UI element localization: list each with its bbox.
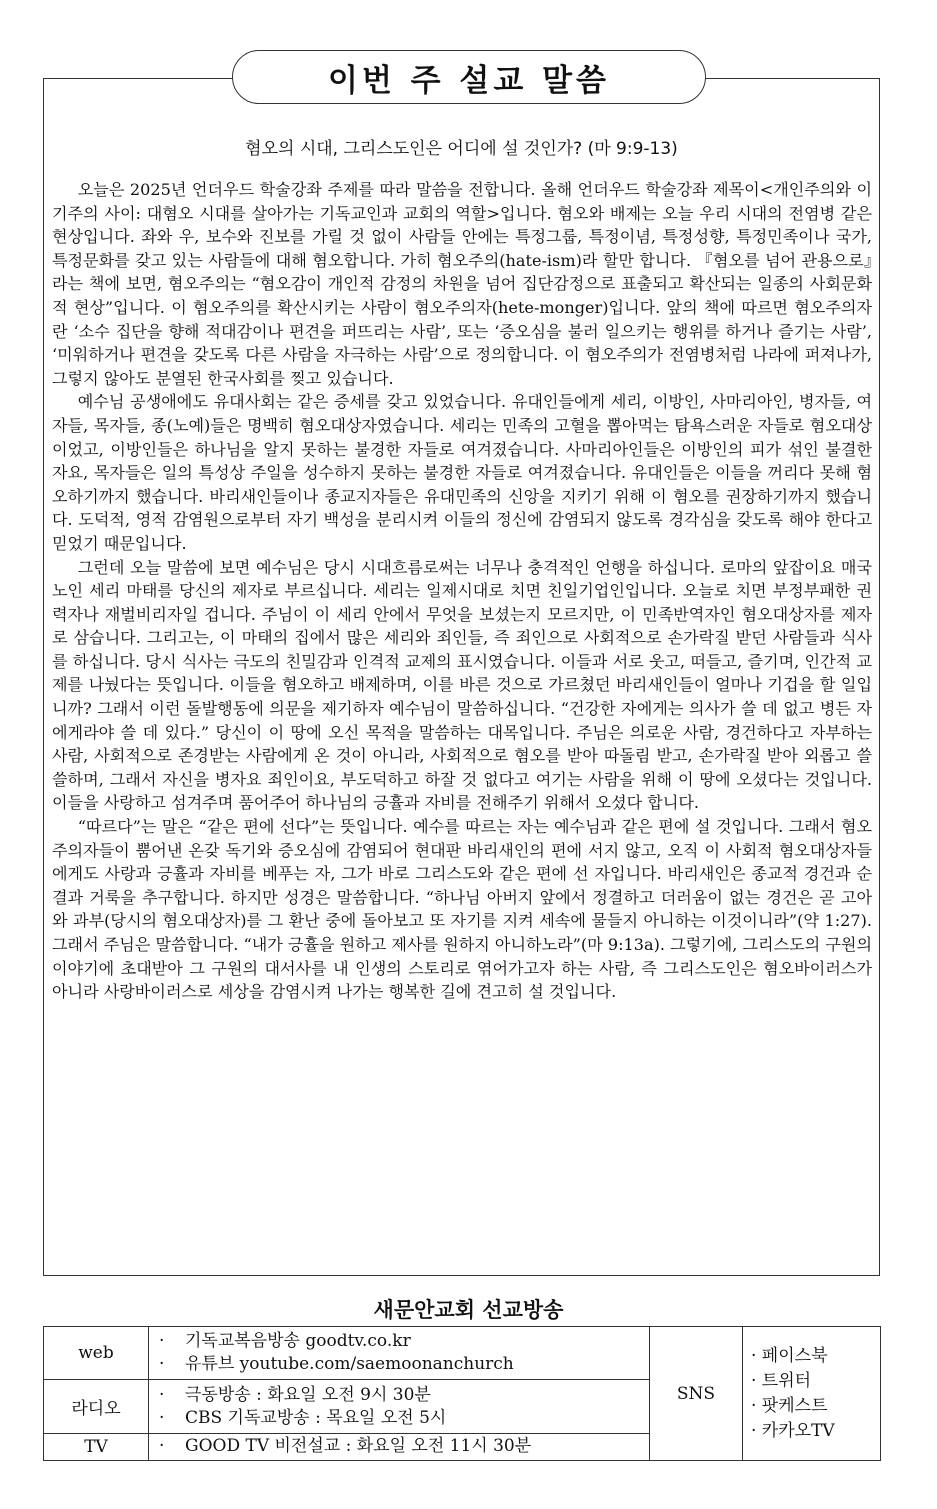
sns-item-podcast: · 팟케스트: [751, 1395, 828, 1416]
sns-list: [743, 1327, 881, 1461]
sns-item-kakaotv: · 카카오TV: [751, 1420, 835, 1441]
list-item: · GOOD TV 비전설교 : 화요일 오전 11시 30분: [159, 1436, 532, 1457]
list-item: · 기독교복음방송 goodtv.co.kr: [159, 1331, 411, 1352]
web-items: [149, 1327, 650, 1380]
sermon-paragraph: “따르다”는 말은 “같은 편에 선다”는 뜻입니다. 예수를 따르는 자는 예수님과 같은 편에 설 것입니다. 그래서 혐오주의자들이 뿜어낸 온갖 독기와 증오심에 감염되어 현대판 바리새인의 편에 서지 않고, 오직 이 사회적 혐오대상자들에게도 사랑과 긍휼과 자비를 베푸는 자, 그가 바로 그리스도와 같은 편에 선 자입니다. 바리새인은 종교적 경건과 순결과 거룩을 추구합니다. 하지만 성경은 말씀합니다. “하나님 아버지 앞에서 정결하고 더러움이 없는 경건은 곧 고아와 과부(당시의 혐오대상자)를 그 환난 중에 돌아보고 또 자기를 지켜 세속에 물들지 아니하는 이것이니라”(약 1:27). 그래서 주님은 말씀합니다. “내가 긍휼을 원하고 제사를 원하지 아니하노라”(마 9:13a). 그렇기에, 그리스도의 구원의 이야기에 초대받아 그 구원의 대서사를 내 인생의 스토리로 엮어가고자 하는 사람, 즉 그리스도인은 혐오바이러스가 아니라 사랑바이러스로 세상을 감염시켜 나가는 행복한 길에 견고히 설 것입니다.: [52, 817, 872, 1002]
sns-label: SNS: [650, 1327, 743, 1461]
sns-item-facebook: · 페이스북: [751, 1345, 828, 1366]
sermon-paragraph: 오늘은 2025년 언더우드 학술강좌 주제를 따라 말씀을 전합니다. 올해 언더우드 학술강좌 제목이<개인주의와 이기주의 사이: 대혐오 시대를 살아가는 기독교인과 교회의 역할>입니다. 혐오와 배제는 오늘 우리 시대의 전염병 같은 현상입니다. 좌와 우, 보수와 진보를 가릴 것 없이 사람들 안에는 특정그룹, 특정이념, 특정성향, 특정민족이나 국가, 특정문화를 갖고 있는 사람들에 대해 혐오합니다. 가히 혐오주의(hate-ism)라 할만 합니다. 『혐오를 넘어 관용으로』라는 책에 보면, 혐오주의는 “혐오감이 개인적 감정의 차원을 넘어 집단감정으로 표출되고 확산되는 일종의 사회문화적 현상”입니다. 이 혐오주의를 확산시키는 사람이 혐오주의자(hete-monger)입니다. 앞의 책에 따르면 혐오주의자란 ‘소수 집단을 향해 적대감이나 편견을 퍼뜨리는 사람’, 또는 ‘증오심을 불러 일으키는 행위를 하거나 즐기는 사람’, ‘미워하거나 편견을 갖도록 다른 사람을 자극하는 사람’으로 정의합니다. 이 혐오주의가 전염병처럼 나라에 퍼져나가, 그렇지 않아도 분열된 한국사회를 찢고 있습니다.: [52, 180, 872, 388]
list-item: · 유튜브 youtube.com/saemoonanchurch: [159, 1354, 514, 1375]
list-item: · CBS 기독교방송 : 목요일 오전 5시: [159, 1407, 447, 1428]
list-item: · 극동방송 : 화요일 오전 9시 30분: [159, 1384, 431, 1405]
tv-items: [149, 1433, 650, 1460]
table-row: [44, 1327, 881, 1380]
row-label-web: web: [44, 1327, 149, 1380]
sermon-paragraph: 예수님 공생애에도 유대사회는 같은 증세를 갖고 있었습니다. 유대인들에게 세리, 이방인, 사마리아인, 병자들, 여자들, 목자들, 종(노예)들은 명백히 혐오대상자였습니다. 세리는 민족의 고혈을 뽑아먹는 탐욕스러운 자들로 혐오대상이었고, 이방인들은 하나님을 알지 못하는 불경한 자들로 여겨졌습니다. 사마리아인들은 이방인의 피가 섞인 불결한 자요, 목자들은 일의 특성상 주일을 성수하지 못하는 불경한 자들로 여겨졌습니다. 유대인들은 이들을 꺼리다 못해 혐오하기까지 했습니다. 바리새인들이나 종교지자들은 유대민족의 신앙을 지키기 위해 이 혐오를 권장하기까지 했습니다. 도덕적, 영적 감염원으로부터 자기 백성을 분리시켜 이들의 정신에 감염되지 않도록 경각심을 갖도록 해야 한다고 믿었기 때문입니다.: [52, 392, 872, 553]
sermon-paragraph: 그런데 오늘 말씀에 보면 예수님은 당시 시대흐름로써는 너무나 충격적인 언행을 하십니다. 로마의 앞잡이요 매국노인 세리 마태를 당신의 제자로 부르십니다. 세리는 일제시대로 치면 친일기업인입니다. 오늘로 치면 부정부패한 권력자나 재벌비리자일 겁니다. 주님이 이 세리 안에서 무엇을 보셨는지 모르지만, 이 민족반역자인 혐오대상자를 제자로 삼습니다. 그리고는, 이 마태의 집에서 많은 세리와 죄인들, 즉 죄인으로 사회적으로 손가락질 받던 사람들과 식사를 하십니다. 당시 식사는 극도의 친밀감과 인격적 교제의 표시였습니다. 이들과 서로 웃고, 떠들고, 즐기며, 인간적 교제를 나눴다는 뜻입니다. 이들을 혐오하고 배제하며, 이를 바른 것으로 가르쳤던 바리새인들이 얼마나 기겁을 할 일입니까? 그래서 이런 돌발행동에 의문을 제기하자 예수님이 말씀하십니다. “건강한 자에게는 의사가 쓸 데 없고 병든 자에게라야 쓸 데 있다.” 당신이 이 땅에 오신 목적을 말씀하는 대목입니다. 주님은 의로운 사람, 경건하다고 자부하는 사람, 사회적으로 존경받는 사람에게 온 것이 아니라, 사회적으로 혐오를 받아 따돌림 받고, 손가락질 받아 외롭고 쓸쓸하며, 그래서 자신을 병자요 죄인이요, 부도덕하고 하잘 것 없다고 여기는 사람을 위해 이 땅에 오셨다는 것입니다. 이들을 사랑하고 섬겨주며 품어주어 하나님의 긍휼과 자비를 전해주기 위해서 오셨다 합니다.: [52, 557, 872, 813]
row-label-radio: 라디오: [44, 1380, 149, 1433]
radio-items: [149, 1380, 650, 1433]
broadcast-title: 새문안교회 선교방송: [373, 1298, 564, 1322]
sns-item-twitter: · 트위터: [751, 1370, 812, 1391]
sermon-body: [52, 178, 872, 1004]
page-title: 이번 주 설교 말씀: [328, 62, 610, 99]
row-label-tv: TV: [44, 1433, 149, 1460]
sermon-title-banner: [232, 50, 706, 104]
broadcast-table: [43, 1326, 881, 1461]
sermon-subtitle: 혐오의 시대, 그리스도인은 어디에 설 것인가? (마 9:9-13): [245, 139, 678, 159]
